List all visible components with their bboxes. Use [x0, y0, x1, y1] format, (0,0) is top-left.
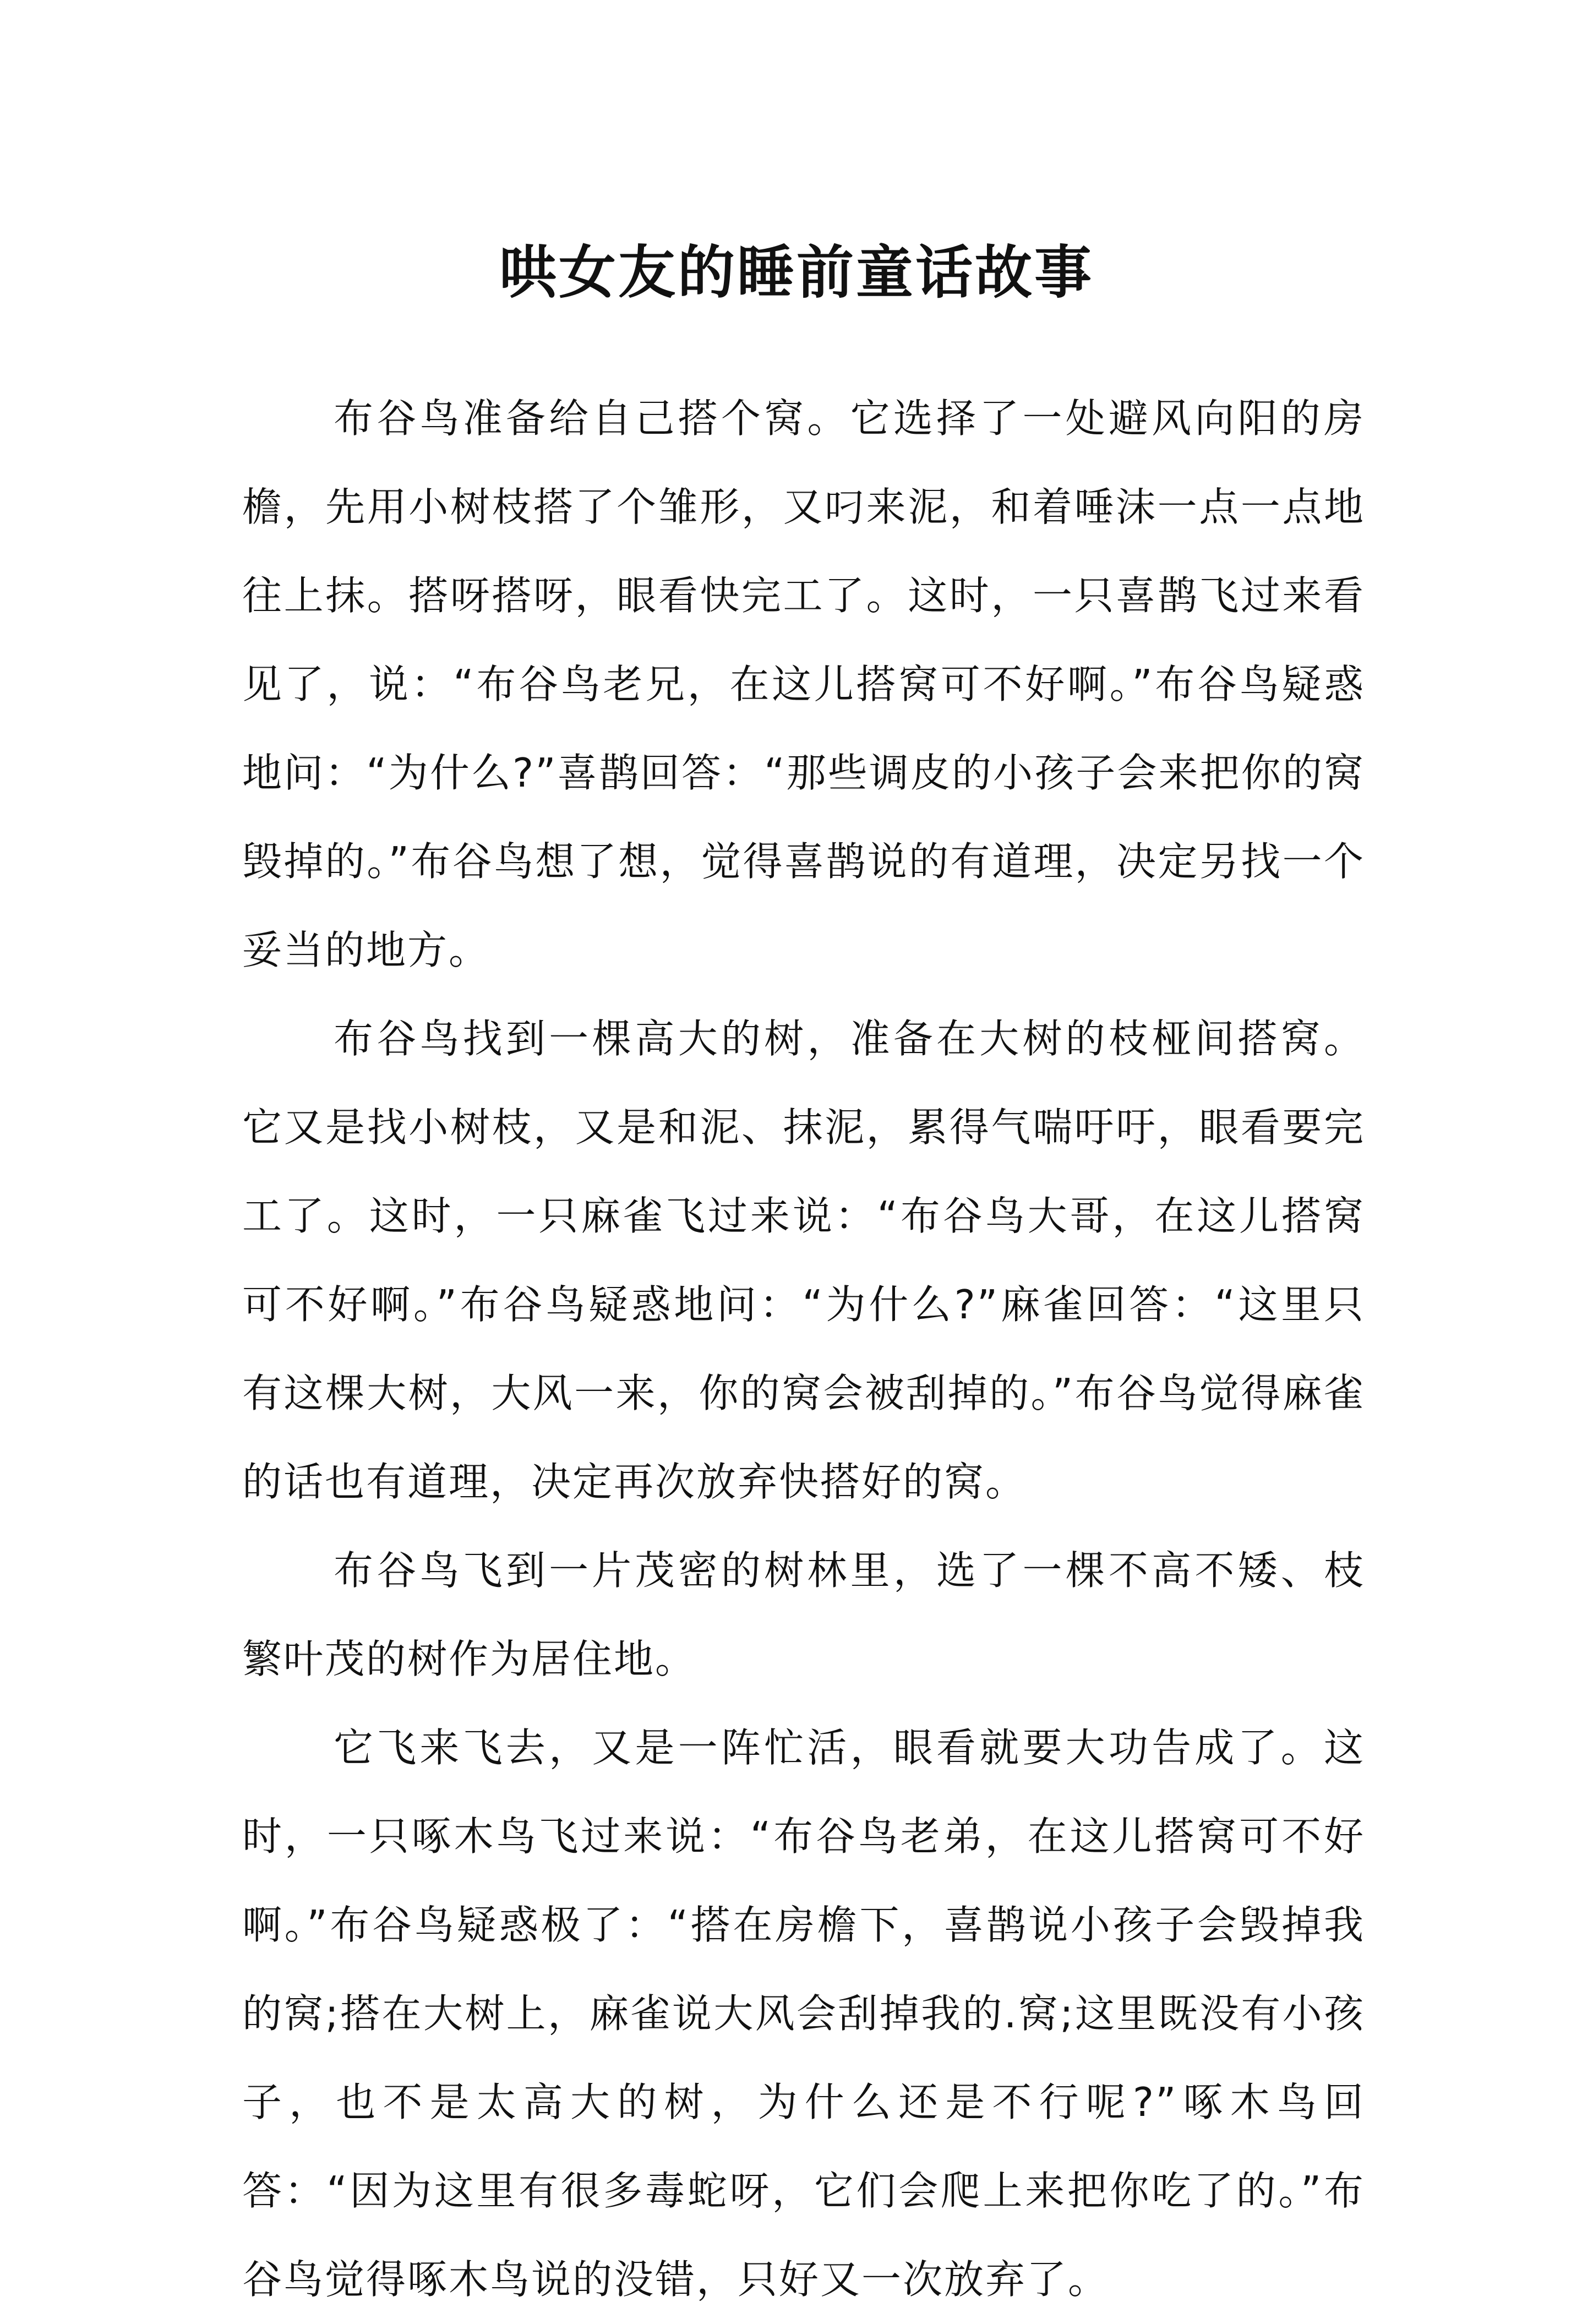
- paragraph-1: 布谷鸟准备给自己搭个窝。它选择了一处避风向阳的房檐，先用小树枝搭了个雏形，又叼来泥，和着唾沫一点一点地往上抹。搭呀搭呀，眼看快完工了。这时，一只喜鹊飞过来看见了，说：“布谷鸟老兄，在这儿搭窝可不好啊。”布谷鸟疑惑地问：“为什么?”喜鹊回答：“那些调皮的小孩子会来把你的窝毁掉的。”布谷鸟想了想，觉得喜鹊说的有道理，决定另找一个妥当的地方。: [242, 395, 1365, 973]
- paragraph-2: 布谷鸟找到一棵高大的树，准备在大树的枝桠间搭窝。它又是找小树枝，又是和泥、抹泥，累得气喘吁吁，眼看要完工了。这时，一只麻雀飞过来说：“布谷鸟大哥，在这儿搭窝可不好啊。”布谷鸟疑惑地问：“为什么?”麻雀回答：“这里只有这棵大树，大风一来，你的窝会被刮掉的。”布谷鸟觉得麻雀的话也有道理，决定再次放弃快搭好的窝。: [242, 1016, 1365, 1505]
- document-title: 哄女友的睡前童话故事: [499, 238, 1094, 306]
- paragraph-4: 它飞来飞去，又是一阵忙活，眼看就要大功告成了。这时，一只啄木鸟飞过来说：“布谷鸟老弟，在这儿搭窝可不好啊。”布谷鸟疑惑极了：“搭在房檐下，喜鹊说小孩子会毁掉我的窝;搭在大树上，麻雀说大风会刮掉我的.窝;这里既没有小孩子，也不是太高大的树，为什么还是不行呢?”啄木鸟回答：“因为这里有很多毒蛇呀，它们会爬上来把你吃了的。”布谷鸟觉得啄木鸟说的没错，只好又一次放弃了。: [242, 1725, 1365, 2303]
- document-body: [242, 374, 1365, 2324]
- paragraph-3: 布谷鸟飞到一片茂密的树林里，选了一棵不高不矮、枝繁叶茂的树作为居住地。: [242, 1547, 1365, 1682]
